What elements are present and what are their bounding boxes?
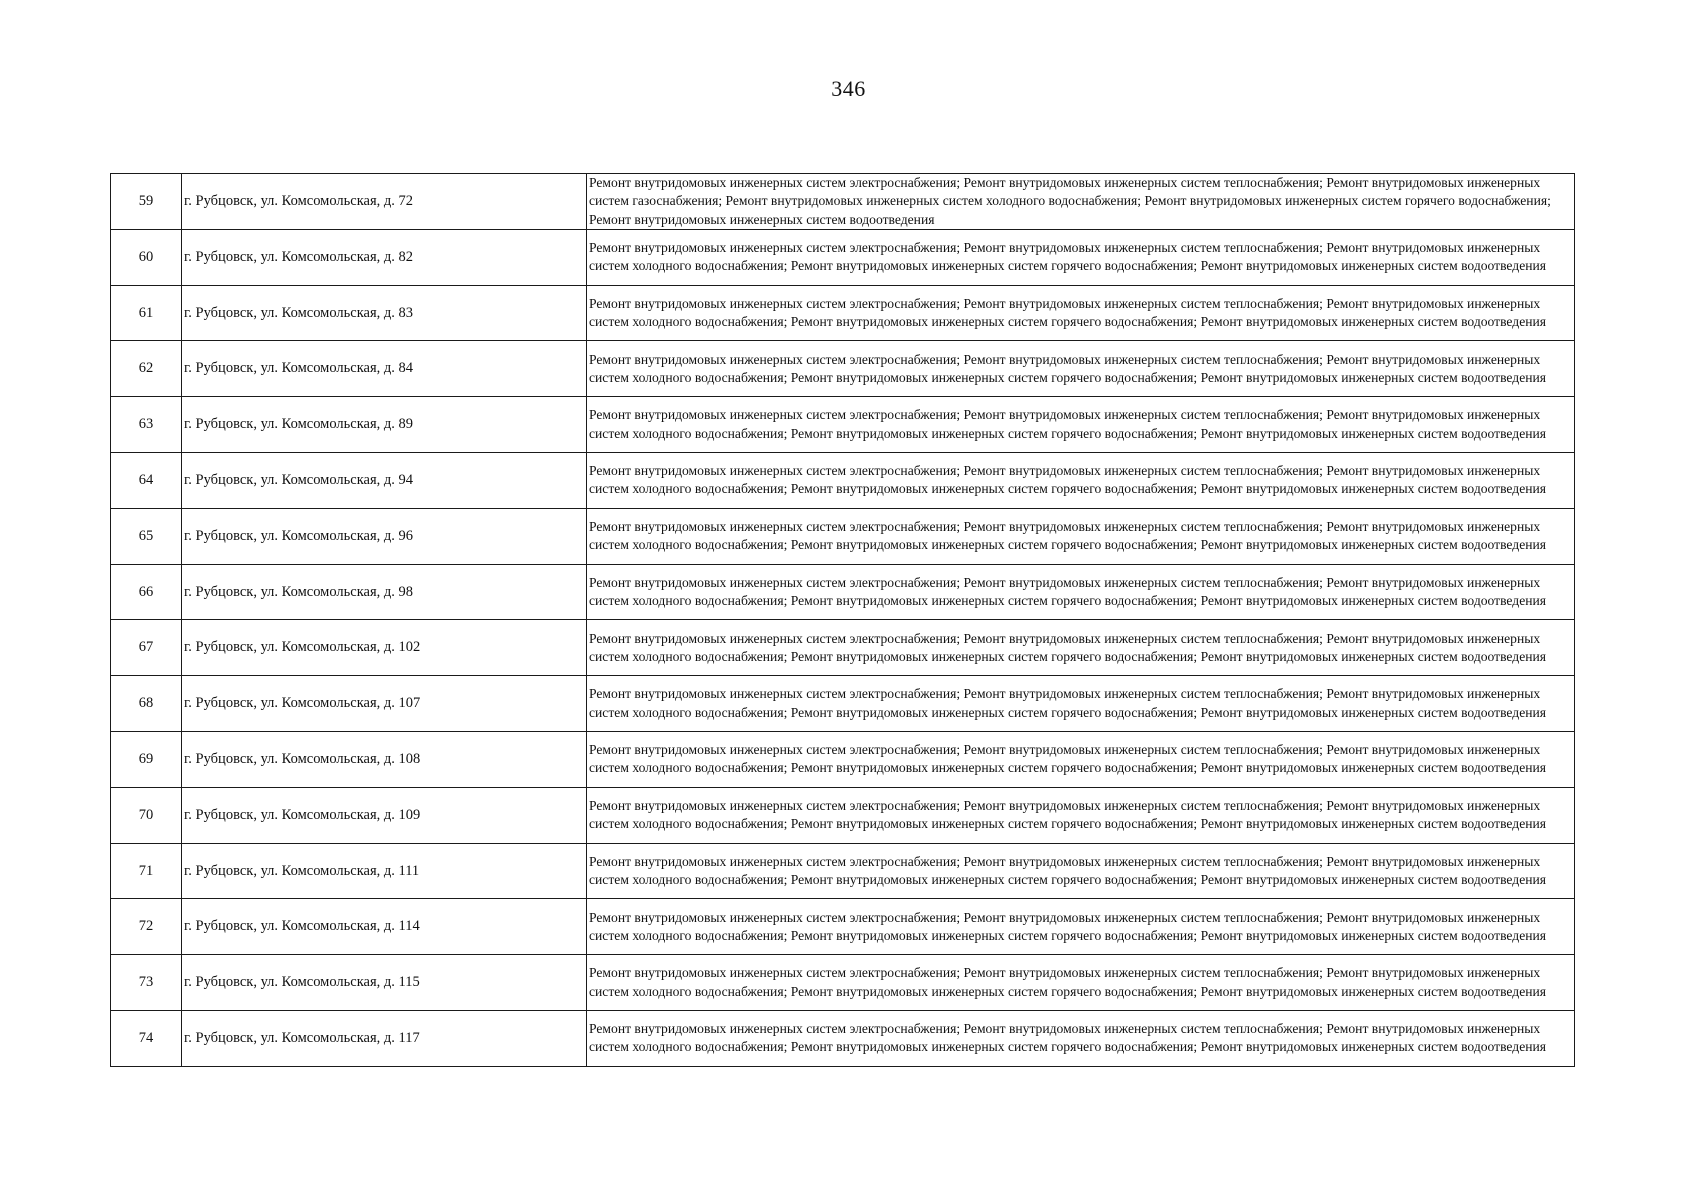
row-address: г. Рубцовск, ул. Комсомольская, д. 111 (182, 843, 587, 899)
row-number: 72 (111, 899, 182, 955)
row-address: г. Рубцовск, ул. Комсомольская, д. 115 (182, 955, 587, 1011)
row-address: г. Рубцовск, ул. Комсомольская, д. 117 (182, 1011, 587, 1067)
row-works: Ремонт внутридомовых инженерных систем электроснабжения; Ремонт внутридомовых инженерных систем теплоснабжения; Ремонт внутридомовых инженерных систем холодного водоснабжения; Ремонт внутридомовых инженерных систем горячего водоснабжения; Ремонт внутридомовых инженерных систем водоотведения (587, 397, 1575, 453)
row-works: Ремонт внутридомовых инженерных систем электроснабжения; Ремонт внутридомовых инженерных систем теплоснабжения; Ремонт внутридомовых инженерных систем холодного водоснабжения; Ремонт внутридомовых инженерных систем горячего водоснабжения; Ремонт внутридомовых инженерных систем водоотведения (587, 899, 1575, 955)
table-row (111, 620, 1575, 676)
row-number: 71 (111, 843, 182, 899)
row-number: 70 (111, 787, 182, 843)
table-row (111, 564, 1575, 620)
table-row (111, 843, 1575, 899)
row-number: 74 (111, 1011, 182, 1067)
row-number: 67 (111, 620, 182, 676)
table-row (111, 508, 1575, 564)
row-address: г. Рубцовск, ул. Комсомольская, д. 109 (182, 787, 587, 843)
repair-table (110, 173, 1575, 1067)
row-address: г. Рубцовск, ул. Комсомольская, д. 102 (182, 620, 587, 676)
row-works: Ремонт внутридомовых инженерных систем электроснабжения; Ремонт внутридомовых инженерных систем теплоснабжения; Ремонт внутридомовых инженерных систем холодного водоснабжения; Ремонт внутридомовых инженерных систем горячего водоснабжения; Ремонт внутридомовых инженерных систем водоотведения (587, 787, 1575, 843)
table-row (111, 1011, 1575, 1067)
page-number: 346 (831, 76, 866, 101)
table-row (111, 899, 1575, 955)
row-works: Ремонт внутридомовых инженерных систем электроснабжения; Ремонт внутридомовых инженерных систем теплоснабжения; Ремонт внутридомовых инженерных систем холодного водоснабжения; Ремонт внутридомовых инженерных систем горячего водоснабжения; Ремонт внутридомовых инженерных систем водоотведения (587, 955, 1575, 1011)
row-works: Ремонт внутридомовых инженерных систем электроснабжения; Ремонт внутридомовых инженерных систем теплоснабжения; Ремонт внутридомовых инженерных систем холодного водоснабжения; Ремонт внутридомовых инженерных систем горячего водоснабжения; Ремонт внутридомовых инженерных систем водоотведения (587, 453, 1575, 509)
row-number: 73 (111, 955, 182, 1011)
row-works: Ремонт внутридомовых инженерных систем электроснабжения; Ремонт внутридомовых инженерных систем теплоснабжения; Ремонт внутридомовых инженерных систем холодного водоснабжения; Ремонт внутридомовых инженерных систем горячего водоснабжения; Ремонт внутридомовых инженерных систем водоотведения (587, 564, 1575, 620)
row-number: 61 (111, 285, 182, 341)
row-address: г. Рубцовск, ул. Комсомольская, д. 84 (182, 341, 587, 397)
row-works: Ремонт внутридомовых инженерных систем электроснабжения; Ремонт внутридомовых инженерных систем теплоснабжения; Ремонт внутридомовых инженерных систем холодного водоснабжения; Ремонт внутридомовых инженерных систем горячего водоснабжения; Ремонт внутридомовых инженерных систем водоотведения (587, 1011, 1575, 1067)
repair-table-body (111, 174, 1575, 1067)
row-address: г. Рубцовск, ул. Комсомольская, д. 98 (182, 564, 587, 620)
table-row (111, 732, 1575, 788)
row-number: 60 (111, 229, 182, 285)
row-works: Ремонт внутридомовых инженерных систем электроснабжения; Ремонт внутридомовых инженерных систем теплоснабжения; Ремонт внутридомовых инженерных систем холодного водоснабжения; Ремонт внутридомовых инженерных систем горячего водоснабжения; Ремонт внутридомовых инженерных систем водоотведения (587, 620, 1575, 676)
row-address: г. Рубцовск, ул. Комсомольская, д. 108 (182, 732, 587, 788)
row-works: Ремонт внутридомовых инженерных систем электроснабжения; Ремонт внутридомовых инженерных систем теплоснабжения; Ремонт внутридомовых инженерных систем холодного водоснабжения; Ремонт внутридомовых инженерных систем горячего водоснабжения; Ремонт внутридомовых инженерных систем водоотведения (587, 843, 1575, 899)
row-address: г. Рубцовск, ул. Комсомольская, д. 94 (182, 453, 587, 509)
row-number: 59 (111, 174, 182, 230)
row-works: Ремонт внутридомовых инженерных систем электроснабжения; Ремонт внутридомовых инженерных систем теплоснабжения; Ремонт внутридомовых инженерных систем холодного водоснабжения; Ремонт внутридомовых инженерных систем горячего водоснабжения; Ремонт внутридомовых инженерных систем водоотведения (587, 285, 1575, 341)
row-works: Ремонт внутридомовых инженерных систем электроснабжения; Ремонт внутридомовых инженерных систем теплоснабжения; Ремонт внутридомовых инженерных систем холодного водоснабжения; Ремонт внутридомовых инженерных систем горячего водоснабжения; Ремонт внутридомовых инженерных систем водоотведения (587, 732, 1575, 788)
row-works: Ремонт внутридомовых инженерных систем электроснабжения; Ремонт внутридомовых инженерных систем теплоснабжения; Ремонт внутридомовых инженерных систем холодного водоснабжения; Ремонт внутридомовых инженерных систем горячего водоснабжения; Ремонт внутридомовых инженерных систем водоотведения (587, 508, 1575, 564)
table-row (111, 787, 1575, 843)
row-works: Ремонт внутридомовых инженерных систем электроснабжения; Ремонт внутридомовых инженерных систем теплоснабжения; Ремонт внутридомовых инженерных систем газоснабжения; Ремонт внутридомовых инженерных систем холодного водоснабжения; Ремонт внутридомовых инженерных систем горячего водоснабжения; Ремонт внутридомовых инженерных систем водоотведения (587, 174, 1575, 230)
row-address: г. Рубцовск, ул. Комсомольская, д. 83 (182, 285, 587, 341)
row-number: 66 (111, 564, 182, 620)
table-row (111, 285, 1575, 341)
table-row (111, 397, 1575, 453)
table-row (111, 229, 1575, 285)
row-number: 64 (111, 453, 182, 509)
row-address: г. Рубцовск, ул. Комсомольская, д. 114 (182, 899, 587, 955)
row-address: г. Рубцовск, ул. Комсомольская, д. 72 (182, 174, 587, 230)
table-row (111, 453, 1575, 509)
row-address: г. Рубцовск, ул. Комсомольская, д. 89 (182, 397, 587, 453)
row-works: Ремонт внутридомовых инженерных систем электроснабжения; Ремонт внутридомовых инженерных систем теплоснабжения; Ремонт внутридомовых инженерных систем холодного водоснабжения; Ремонт внутридомовых инженерных систем горячего водоснабжения; Ремонт внутридомовых инженерных систем водоотведения (587, 676, 1575, 732)
row-works: Ремонт внутридомовых инженерных систем электроснабжения; Ремонт внутридомовых инженерных систем теплоснабжения; Ремонт внутридомовых инженерных систем холодного водоснабжения; Ремонт внутридомовых инженерных систем горячего водоснабжения; Ремонт внутридомовых инженерных систем водоотведения (587, 229, 1575, 285)
row-number: 62 (111, 341, 182, 397)
row-works: Ремонт внутридомовых инженерных систем электроснабжения; Ремонт внутридомовых инженерных систем теплоснабжения; Ремонт внутридомовых инженерных систем холодного водоснабжения; Ремонт внутридомовых инженерных систем горячего водоснабжения; Ремонт внутридомовых инженерных систем водоотведения (587, 341, 1575, 397)
table-row (111, 955, 1575, 1011)
row-number: 63 (111, 397, 182, 453)
row-address: г. Рубцовск, ул. Комсомольская, д. 96 (182, 508, 587, 564)
row-number: 68 (111, 676, 182, 732)
row-number: 65 (111, 508, 182, 564)
table-row (111, 174, 1575, 230)
row-address: г. Рубцовск, ул. Комсомольская, д. 82 (182, 229, 587, 285)
table-row (111, 676, 1575, 732)
row-address: г. Рубцовск, ул. Комсомольская, д. 107 (182, 676, 587, 732)
table-row (111, 341, 1575, 397)
row-number: 69 (111, 732, 182, 788)
